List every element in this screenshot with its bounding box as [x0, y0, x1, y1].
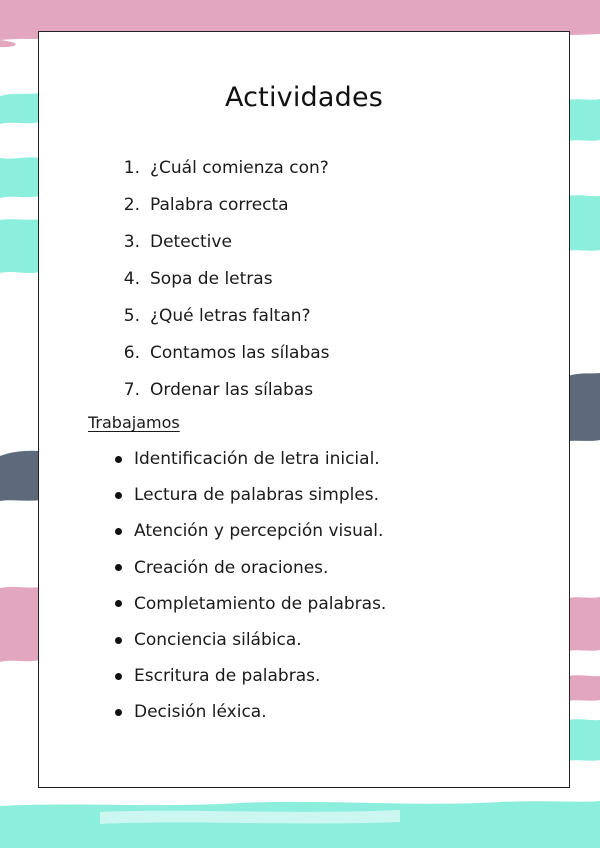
- activity-label: Ordenar las sílabas: [150, 380, 314, 400]
- skill-item: [115, 477, 386, 513]
- page-title: Actividades: [224, 82, 384, 113]
- skills-list: [115, 441, 386, 731]
- activity-item: [115, 232, 330, 269]
- activity-label: Contamos las sílabas: [150, 343, 330, 363]
- skill-label: Identificación de letra inicial.: [134, 449, 380, 470]
- skill-item: [115, 550, 386, 586]
- bullet-icon: [115, 456, 122, 463]
- activity-label: Detective: [150, 232, 232, 252]
- skill-item: [115, 441, 386, 477]
- activity-number: 7.: [123, 380, 140, 400]
- activity-item: [115, 269, 330, 306]
- activity-label: Sopa de letras: [150, 269, 273, 289]
- skill-label: Conciencia silábica.: [134, 630, 302, 651]
- bullet-icon: [115, 600, 122, 607]
- skill-label: Creación de oraciones.: [134, 557, 329, 578]
- skill-label: Completamiento de palabras.: [134, 593, 387, 614]
- skill-item: [115, 622, 386, 658]
- activities-card: [38, 31, 570, 788]
- activity-number: 2.: [123, 195, 140, 215]
- activity-label: ¿Qué letras faltan?: [150, 306, 311, 326]
- activity-number: 5.: [123, 306, 140, 326]
- activity-item: [115, 380, 330, 417]
- bullet-icon: [115, 709, 122, 716]
- bullet-icon: [115, 637, 122, 644]
- skill-item: [115, 513, 386, 549]
- skill-item: [115, 694, 386, 730]
- activity-item: [115, 195, 330, 232]
- activity-number: 4.: [123, 269, 140, 289]
- activity-item: [115, 158, 330, 195]
- section-heading: Trabajamos: [88, 413, 180, 432]
- skill-item: [115, 586, 386, 622]
- bullet-icon: [115, 528, 122, 535]
- activity-number: 3.: [123, 232, 140, 252]
- activity-item: [115, 343, 330, 380]
- skill-label: Lectura de palabras simples.: [134, 485, 380, 506]
- bullet-icon: [115, 673, 122, 680]
- activity-label: Palabra correcta: [150, 195, 289, 215]
- skill-label: Escritura de palabras.: [134, 666, 321, 687]
- activity-number: 6.: [123, 343, 140, 363]
- skill-item: [115, 658, 386, 694]
- bullet-icon: [115, 492, 122, 499]
- activity-number: 1.: [123, 158, 140, 178]
- bullet-icon: [115, 564, 122, 571]
- activity-item: [115, 306, 330, 343]
- skill-label: Atención y percepción visual.: [134, 521, 384, 542]
- activities-list: [115, 158, 330, 417]
- activity-label: ¿Cuál comienza con?: [150, 158, 329, 178]
- skill-label: Decisión léxica.: [134, 702, 267, 723]
